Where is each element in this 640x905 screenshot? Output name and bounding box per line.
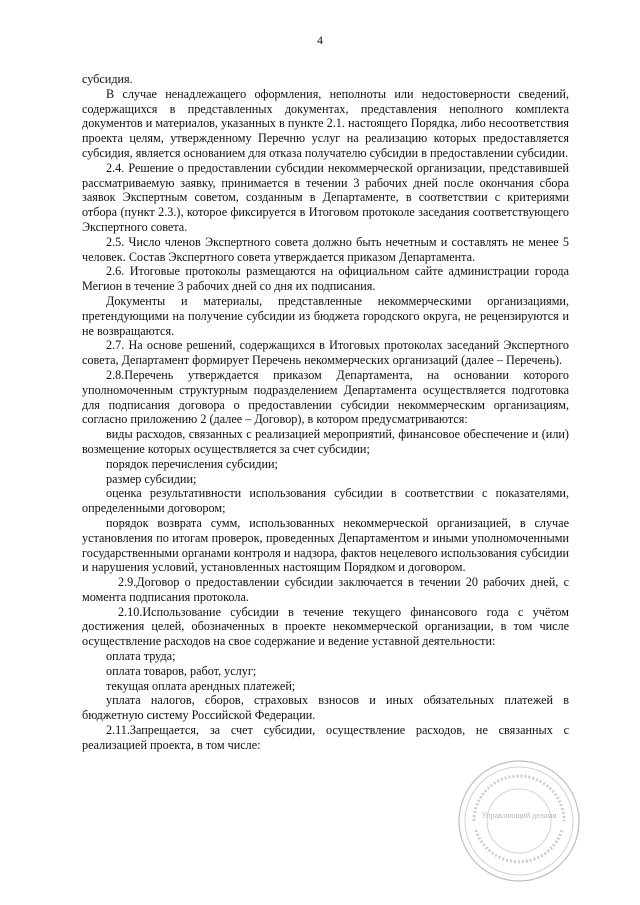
paragraph: 2.11.Запрещается, за счет субсидии, осуществление расходов, не связанных с реализацией проекта, в том числе: bbox=[82, 723, 569, 752]
paragraph: 2.8.Перечень утверждается приказом Департамента, на основании которого уполномоченным структурным подразделением Департамента осуществляется подготовка для подписания договора о предоставлении субсидии некоммерческим организациям, согласно приложению 2 (далее – Договор), в котором предусматриваются: bbox=[82, 367, 569, 427]
paragraph: 2.7. На основе решений, содержащихся в Итоговых протоколах заседаний Экспертного совета, Департамент формирует Перечень некоммерческих организаций (далее – Перечень). bbox=[82, 338, 569, 368]
list-item: виды расходов, связанных с реализацией мероприятий, финансовое обеспечение и (или) возмещение которых осуществляется за счет субсидии; bbox=[82, 427, 569, 456]
paragraph: В случае ненадлежащего оформления, неполноты или недостоверности сведений, содержащихся в представленных документах, представления неполного комплекта документов и материалов, указанных в пункте 2.1. настоящего Порядка, либо несоответствия проекта целям, утвержденному Перечню услуг на реализацию которых предоставляется субсидия, является основанием для отказа получателю субсидии в предоставлении субсидии. bbox=[82, 86, 569, 160]
paragraph: 2.4. Решение о предоставлении субсидии некоммерческой организации, представившей рассматриваемую заявку, принимается в течении 3 рабочих дней после окончания сбора заявок Экспертным советом, созданным в Департаменте, в соответствии с критериями отбора (пункт 2.3.), которое фиксируется в Итоговом протоколе заседания соответствующего Экспертного совета. bbox=[82, 160, 569, 234]
list-item: оплата товаров, работ, услуг; bbox=[106, 663, 257, 678]
paragraph: 2.9.Договор о предоставлении субсидии заключается в течении 20 рабочих дней, с момента подписания протокола. bbox=[82, 575, 569, 604]
list-item: размер субсидии; bbox=[106, 471, 197, 486]
paragraph: субсидия. bbox=[82, 72, 133, 86]
paragraph: 2.5. Число членов Экспертного совета должно быть нечетным и составлять не менее 5 человек. Состав Экспертного совета утверждается приказом Департамента. bbox=[82, 234, 569, 264]
list-item: оценка результативности использования субсидии в соответствии с показателями, определенными договором; bbox=[82, 486, 569, 516]
document-body bbox=[82, 72, 569, 753]
page-number: 4 bbox=[317, 33, 323, 47]
paragraph: Документы и материалы, представленные некоммерческими организациями, претендующими на получение субсидии из бюджета городского округа, не рецензируются и не возвращаются. bbox=[82, 293, 569, 338]
list-item: оплата труда; bbox=[106, 649, 176, 664]
paragraph: 2.6. Итоговые протоколы размещаются на официальном сайте администрации города Мегион в течение 3 рабочих дней со дня их подписания. bbox=[82, 264, 569, 294]
list-item: порядок перечисления субсидии; bbox=[106, 456, 278, 471]
stamp-text: Управляющий делами bbox=[481, 811, 557, 820]
official-stamp-seal bbox=[456, 758, 582, 884]
paragraph: 2.10.Использование субсидии в течение текущего финансового года с учётом достижения целей, обозначенных в проекте некоммерческой организации, в том числе осуществление расходов на свое содержание и ведение уставной деятельности: bbox=[82, 604, 569, 649]
list-item: порядок возврата сумм, использованных некоммерческой организацией, в случае установления по итогам проверок, проведенных Департаментом и иными уполномоченными государственными органами контроля и надзора, фактов нецелевого использования субсидии и нарушения условий, установленных настоящим Порядком и договором. bbox=[82, 515, 569, 575]
list-item: уплата налогов, сборов, страховых взносов и иных обязательных платежей в бюджетную систему Российской Федерации. bbox=[82, 693, 569, 723]
list-item: текущая оплата арендных платежей; bbox=[106, 678, 296, 693]
